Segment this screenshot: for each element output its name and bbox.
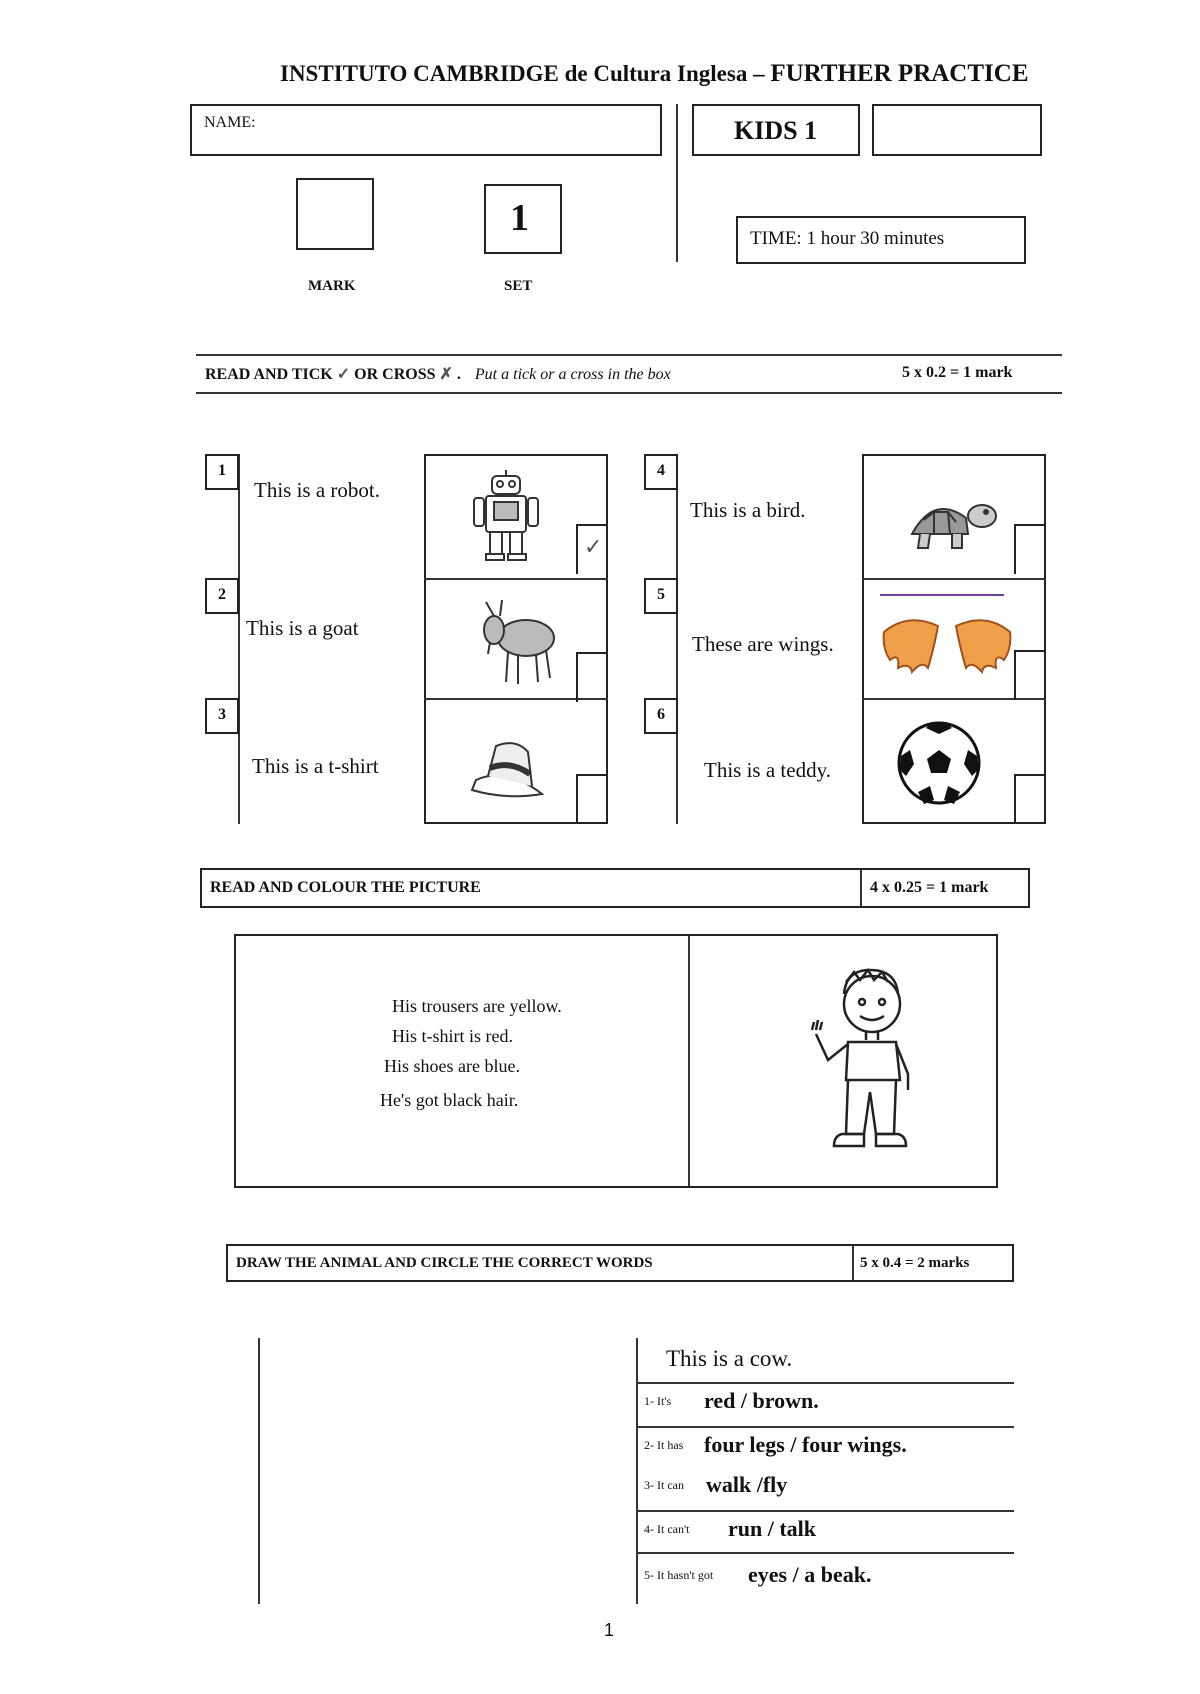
item-number-1: 1 (205, 454, 239, 490)
colour-panel-divider (688, 936, 690, 1186)
drawing-area[interactable] (262, 1338, 630, 1604)
mark-label: MARK (308, 278, 356, 294)
header-divider (676, 104, 678, 262)
section1-marks: 5 x 0.2 = 1 mark (902, 364, 1013, 381)
name-label: NAME: (204, 114, 256, 131)
question-5-options[interactable]: eyes / a beak. (748, 1562, 872, 1587)
section1-instruction (205, 364, 671, 384)
colour-line-1: His trousers are yellow. (392, 996, 562, 1016)
section1-rule-bottom (196, 392, 1062, 394)
section3-header-divider (852, 1246, 854, 1280)
question-2-options[interactable]: four legs / four wings. (704, 1432, 907, 1457)
question-1-options[interactable]: red / brown. (704, 1388, 819, 1413)
question-3-prefix: 3- It can (644, 1478, 684, 1492)
item-sentence-3: This is a t-shirt (252, 754, 379, 778)
boy-icon (804, 964, 934, 1170)
set-box (484, 184, 562, 254)
answer-box-2[interactable] (576, 652, 608, 702)
colour-line-2: His t-shirt is red. (392, 1026, 513, 1046)
section2-header (200, 868, 1030, 908)
question-2-prefix: 2- It has (644, 1438, 684, 1452)
title-further-practice: FURTHER PRACTICE (770, 60, 1029, 87)
wings-purple-line (880, 594, 1004, 596)
answer-box-3[interactable] (576, 774, 608, 824)
item-sentence-4: This is a bird. (690, 498, 806, 522)
section3-instruction: DRAW THE ANIMAL AND CIRCLE THE CORRECT WORDS (236, 1255, 653, 1271)
goat-icon (472, 596, 564, 688)
item-number-6: 6 (644, 698, 678, 734)
set-value: 1 (510, 197, 529, 239)
score-box[interactable] (872, 104, 1042, 156)
section2-header-divider (860, 870, 862, 906)
answer-mark-1: ✓ (584, 534, 603, 559)
left-column-rule (238, 454, 240, 824)
item-sentence-6: This is a teddy. (704, 758, 831, 782)
instruction-tick: READ AND TICK (205, 366, 333, 383)
name-field[interactable] (190, 104, 662, 156)
cow-heading: This is a cow. (666, 1346, 793, 1371)
picture-divider (862, 578, 1046, 580)
section3-marks: 5 x 0.4 = 2 marks (860, 1255, 970, 1271)
page-number: 1 (604, 1620, 615, 1640)
item-sentence-1: This is a robot. (254, 478, 380, 502)
question-1-prefix: 1- It's (644, 1394, 672, 1408)
set-label: SET (504, 278, 533, 294)
wings-icon (878, 608, 1016, 678)
instruction-period: . (456, 366, 461, 383)
turtle-icon (904, 490, 1000, 558)
section2-marks: 4 x 0.25 = 1 mark (870, 879, 989, 896)
item-number-4: 4 (644, 454, 678, 490)
hat-icon (466, 730, 548, 804)
answer-box-5[interactable] (1014, 650, 1046, 700)
instruction-cross: OR CROSS (354, 366, 436, 383)
section1-rule-top (196, 354, 1062, 356)
cross-icon: ✗ (439, 366, 453, 383)
instruction-italic: Put a tick or a cross in the box (474, 366, 671, 383)
question-4-options[interactable]: run / talk (728, 1516, 817, 1541)
colour-line-3: His shoes are blue. (384, 1056, 520, 1076)
item-sentence-2: This is a goat (246, 616, 359, 640)
question-divider (636, 1382, 1014, 1384)
level-box (692, 104, 860, 156)
answer-box-1[interactable] (576, 524, 608, 574)
tick-icon: ✓ (336, 366, 351, 383)
answer-box-6[interactable] (1014, 774, 1046, 824)
level-label: KIDS 1 (734, 116, 818, 145)
question-4-prefix: 4- It can't (644, 1522, 690, 1536)
section2-instruction: READ AND COLOUR THE PICTURE (210, 879, 481, 896)
item-number-5: 5 (644, 578, 678, 614)
question-divider (636, 1510, 1014, 1512)
title-institute: INSTITUTO CAMBRIDGE de Cultura Inglesa – (280, 61, 765, 86)
item-number-2: 2 (205, 578, 239, 614)
time-label: TIME: 1 hour 30 minutes (750, 228, 945, 249)
question-3-options[interactable]: walk /fly (706, 1472, 788, 1497)
time-box (736, 216, 1026, 264)
drawing-area-rule (258, 1338, 260, 1604)
questions-rule (636, 1338, 638, 1604)
colour-line-4: He's got black hair. (380, 1090, 519, 1110)
robot-icon (470, 470, 542, 562)
football-icon (896, 720, 982, 806)
picture-divider (424, 578, 608, 580)
mark-box[interactable] (296, 178, 374, 250)
question-divider (636, 1426, 1014, 1428)
question-5-prefix: 5- It hasn't got (644, 1568, 714, 1582)
item-sentence-5: These are wings. (692, 632, 834, 656)
answer-box-4[interactable] (1014, 524, 1046, 574)
right-column-rule (676, 454, 678, 824)
question-divider (636, 1552, 1014, 1554)
document-title (280, 60, 1029, 88)
item-number-3: 3 (205, 698, 239, 734)
section3-header (226, 1244, 1014, 1282)
